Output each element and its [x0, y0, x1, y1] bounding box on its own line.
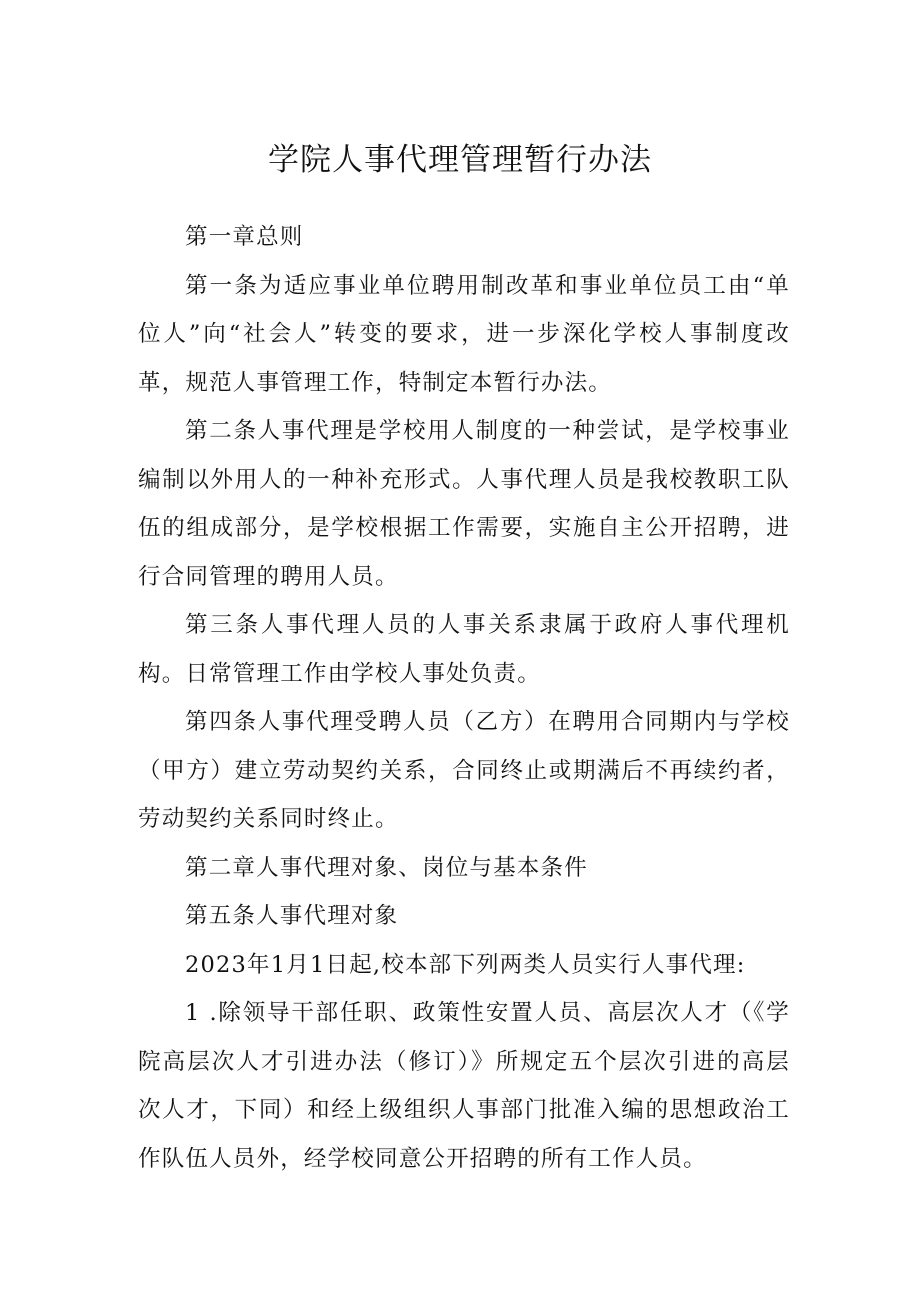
article-4: 第四条人事代理受聘人员（乙方）在聘用合同期内与学校（甲方）建立劳动契约关系，合同终止或期满后不再续约者，劳动契约关系同时终止。: [138, 709, 790, 832]
article-5-heading: 第五条人事代理对象: [185, 903, 399, 929]
article-1: 第一条为适应事业单位聘用制改革和事业单位员工由“单位人”向“社会人”转变的要求，进一步深化学校人事制度改革，规范人事管理工作，特制定本暂行办法。: [138, 272, 790, 396]
chapter-heading-scope: 第二章人事代理对象、岗位与基本条件: [185, 854, 588, 881]
document-title: 学院人事代理管理暂行办法: [268, 142, 652, 178]
article-5-item-1: 1 .除领导干部任职、政策性安置人员、高层次人才（《学院高层次人才引进办法（修订）》所规定五个层次引进的高层次人才，下同）和经上级组织人事部门批准入编的思想政治工作队伍人员外，经学校同意公开招聘的所有工作人员。: [138, 1000, 790, 1172]
document-body: [138, 213, 790, 1183]
article-3: 第三条人事代理人员的人事关系隶属于政府人事代理机构。日常管理工作由学校人事处负责。: [138, 612, 790, 687]
chapter-heading-general: 第一章总则: [185, 224, 304, 250]
article-2: 第二条人事代理是学校用人制度的一种尝试，是学校事业编制以外用人的一种补充形式。人事代理人员是我校教职工队伍的组成部分，是学校根据工作需要，实施自主公开招聘，进行合同管理的聘用人员。: [138, 418, 790, 590]
article-5-effective-date: 2023年1月1日起,校本部下列两类人员实行人事代理:: [185, 951, 746, 978]
